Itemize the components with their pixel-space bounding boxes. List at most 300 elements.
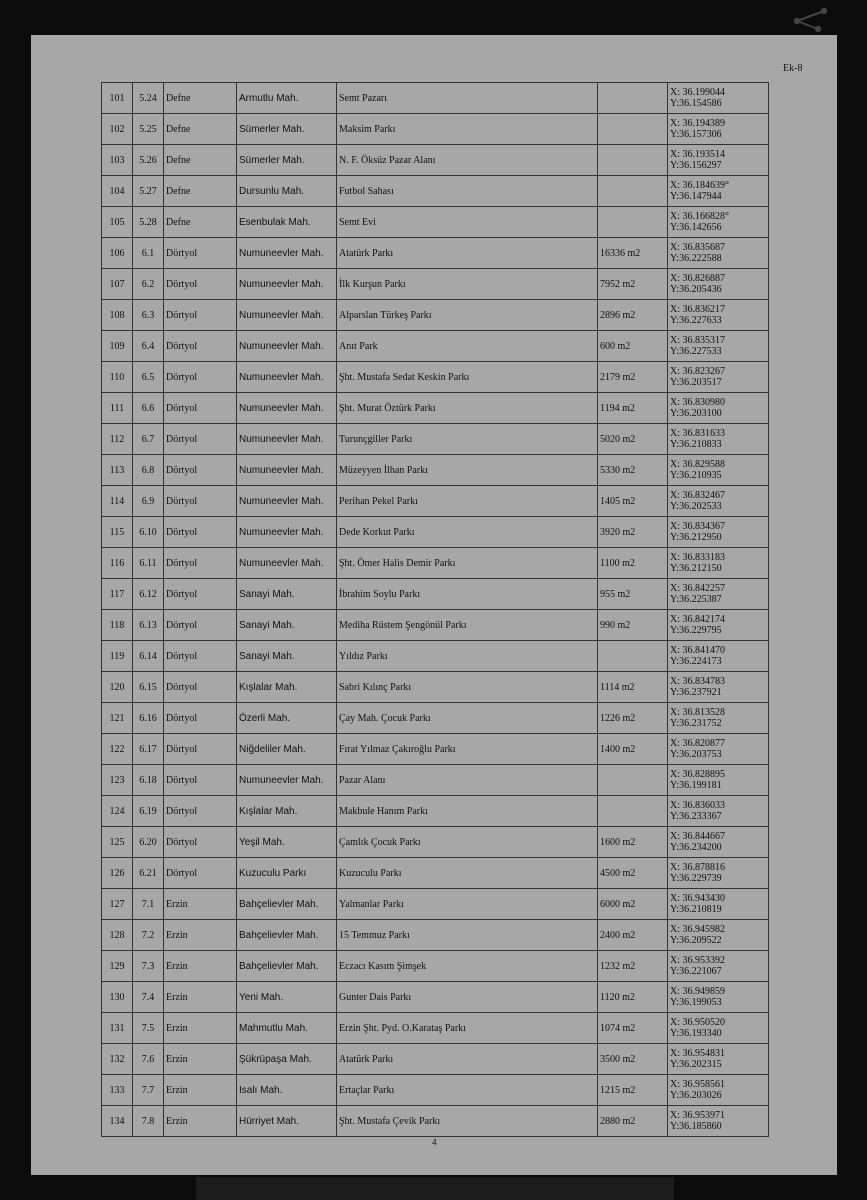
row-code: 5.26 [133, 145, 164, 176]
coordinate-cell [668, 548, 769, 579]
place-cell: Fırat Yılmaz Çakıroğlu Parkı [337, 734, 598, 765]
row-code: 6.16 [133, 703, 164, 734]
page-number: 4 [432, 1137, 437, 1147]
coordinate-cell [668, 1013, 769, 1044]
row-number: 112 [102, 424, 133, 455]
district-cell: Dörtyol [164, 331, 237, 362]
coordinate-y: Y:36.199181 [670, 780, 722, 791]
row-code: 6.20 [133, 827, 164, 858]
area-cell: 2896 m2 [598, 300, 668, 331]
area-cell [598, 114, 668, 145]
place-cell: Perihan Pekel Parkı [337, 486, 598, 517]
table-row [102, 393, 769, 424]
district-cell: Dörtyol [164, 424, 237, 455]
coordinate-cell [668, 269, 769, 300]
area-cell: 1215 m2 [598, 1075, 668, 1106]
row-code: 6.10 [133, 517, 164, 548]
table-row [102, 641, 769, 672]
row-code: 6.18 [133, 765, 164, 796]
coordinate-cell [668, 734, 769, 765]
row-code: 6.2 [133, 269, 164, 300]
coordinate-x: X: 36.813528 [670, 707, 725, 718]
mahalle-cell: Yeşil Mah. [237, 827, 337, 858]
row-number: 109 [102, 331, 133, 362]
coordinate-x: X: 36.193514 [670, 149, 725, 160]
table-row [102, 145, 769, 176]
coordinate-y: Y:36.212150 [670, 563, 722, 574]
coordinate-y: Y:36.185860 [670, 1121, 722, 1132]
row-number: 118 [102, 610, 133, 641]
district-cell: Dörtyol [164, 548, 237, 579]
row-number: 114 [102, 486, 133, 517]
coordinate-cell [668, 238, 769, 269]
district-cell: Dörtyol [164, 300, 237, 331]
coordinate-x: X: 36.826887 [670, 273, 725, 284]
mahalle-cell: Şükrüpaşa Mah. [237, 1044, 337, 1075]
coordinate-x: X: 36.829588 [670, 459, 725, 470]
area-cell: 1600 m2 [598, 827, 668, 858]
table-row [102, 424, 769, 455]
district-cell: Dörtyol [164, 269, 237, 300]
place-cell: Makbule Hanım Parkı [337, 796, 598, 827]
mahalle-cell: Sanayi Mah. [237, 579, 337, 610]
district-cell: Dörtyol [164, 641, 237, 672]
row-code: 6.7 [133, 424, 164, 455]
table-row [102, 269, 769, 300]
area-cell: 3920 m2 [598, 517, 668, 548]
mahalle-cell: Esenbulak Mah. [237, 207, 337, 238]
place-cell: N. F. Öksüz Pazar Alanı [337, 145, 598, 176]
area-cell: 2179 m2 [598, 362, 668, 393]
table-row [102, 1013, 769, 1044]
document-page [31, 35, 837, 1175]
coordinate-x: X: 36.945982 [670, 924, 725, 935]
place-cell: Yıldız Parkı [337, 641, 598, 672]
area-cell: 1194 m2 [598, 393, 668, 424]
row-code: 6.5 [133, 362, 164, 393]
district-cell: Erzin [164, 1106, 237, 1137]
district-cell: Erzin [164, 1075, 237, 1106]
coordinate-x: X: 36.844667 [670, 831, 725, 842]
mahalle-cell: Kışlalar Mah. [237, 672, 337, 703]
district-cell: Erzin [164, 982, 237, 1013]
row-number: 106 [102, 238, 133, 269]
table-row [102, 300, 769, 331]
coordinate-y: Y:36.202533 [670, 501, 722, 512]
mahalle-cell: Sümerler Mah. [237, 114, 337, 145]
place-cell: Yalmanlar Parkı [337, 889, 598, 920]
table-row [102, 765, 769, 796]
row-code: 6.6 [133, 393, 164, 424]
table-row [102, 517, 769, 548]
row-number: 105 [102, 207, 133, 238]
table-row [102, 920, 769, 951]
coordinate-y: Y:36.210935 [670, 470, 722, 481]
place-cell: 15 Temmuz Parkı [337, 920, 598, 951]
coordinate-y: Y:36.222588 [670, 253, 722, 264]
place-cell: Semt Evi [337, 207, 598, 238]
district-cell: Defne [164, 207, 237, 238]
mahalle-cell: Niğdeliler Mah. [237, 734, 337, 765]
coordinate-x: X: 36.954831 [670, 1048, 725, 1059]
coordinate-cell [668, 455, 769, 486]
area-cell: 7952 m2 [598, 269, 668, 300]
coordinate-y: Y:36.233367 [670, 811, 722, 822]
coordinate-y: Y:36.210819 [670, 904, 722, 915]
mahalle-cell: Numuneevler Mah. [237, 424, 337, 455]
district-cell: Dörtyol [164, 858, 237, 889]
table-row [102, 455, 769, 486]
row-code: 6.11 [133, 548, 164, 579]
row-code: 6.3 [133, 300, 164, 331]
coordinate-cell [668, 424, 769, 455]
coordinate-y: Y:36.147944 [670, 191, 722, 202]
coordinate-x: X: 36.841470 [670, 645, 725, 656]
table-row [102, 362, 769, 393]
area-cell: 5330 m2 [598, 455, 668, 486]
row-code: 7.7 [133, 1075, 164, 1106]
place-cell: Semt Pazarı [337, 83, 598, 114]
coordinate-x: X: 36.836217 [670, 304, 725, 315]
mahalle-cell: Numuneevler Mah. [237, 393, 337, 424]
coordinate-cell [668, 610, 769, 641]
district-cell: Dörtyol [164, 517, 237, 548]
table-row [102, 331, 769, 362]
coordinate-cell [668, 672, 769, 703]
coordinate-y: Y:36.202315 [670, 1059, 722, 1070]
row-number: 121 [102, 703, 133, 734]
area-cell: 6000 m2 [598, 889, 668, 920]
place-cell: Anıt Park [337, 331, 598, 362]
row-number: 129 [102, 951, 133, 982]
coordinate-x: X: 36.830980 [670, 397, 725, 408]
coordinate-cell [668, 362, 769, 393]
coordinate-cell [668, 765, 769, 796]
place-cell: Şht. Mustafa Sedat Keskin Parkı [337, 362, 598, 393]
row-number: 111 [102, 393, 133, 424]
coordinate-cell [668, 300, 769, 331]
mahalle-cell: Sanayi Mah. [237, 610, 337, 641]
district-cell: Erzin [164, 951, 237, 982]
place-cell: Atatürk Parkı [337, 1044, 598, 1075]
area-cell: 1114 m2 [598, 672, 668, 703]
place-cell: Şht. Ömer Halis Demir Parkı [337, 548, 598, 579]
mahalle-cell: Kuzuculu Parkı [237, 858, 337, 889]
place-cell: İbrahim Soylu Parkı [337, 579, 598, 610]
row-code: 7.6 [133, 1044, 164, 1075]
row-code: 6.19 [133, 796, 164, 827]
district-cell: Erzin [164, 1044, 237, 1075]
mahalle-cell: Numuneevler Mah. [237, 486, 337, 517]
row-code: 6.13 [133, 610, 164, 641]
district-cell: Dörtyol [164, 610, 237, 641]
area-cell [598, 83, 668, 114]
coordinate-cell [668, 858, 769, 889]
coordinate-x: X: 36.820877 [670, 738, 725, 749]
coordinate-y: Y:36.229739 [670, 873, 722, 884]
row-number: 132 [102, 1044, 133, 1075]
coordinate-x: X: 36.943430 [670, 893, 725, 904]
coordinate-x: X: 36.835317 [670, 335, 725, 346]
table-row [102, 951, 769, 982]
coordinate-cell [668, 796, 769, 827]
place-cell: Ertaçlar Parkı [337, 1075, 598, 1106]
table-row [102, 486, 769, 517]
table-row [102, 982, 769, 1013]
table-row [102, 238, 769, 269]
row-code: 6.21 [133, 858, 164, 889]
place-cell: Pazar Alanı [337, 765, 598, 796]
coordinate-x: X: 36.184639° [670, 180, 729, 191]
coordinate-y: Y:36.225387 [670, 594, 722, 605]
mahalle-cell: Numuneevler Mah. [237, 455, 337, 486]
coordinate-x: X: 36.835687 [670, 242, 725, 253]
row-number: 133 [102, 1075, 133, 1106]
district-cell: Dörtyol [164, 393, 237, 424]
row-number: 113 [102, 455, 133, 486]
table-row [102, 548, 769, 579]
table-row [102, 703, 769, 734]
district-cell: Dörtyol [164, 362, 237, 393]
row-number: 126 [102, 858, 133, 889]
place-cell: Turunçgiller Parkı [337, 424, 598, 455]
area-cell: 1074 m2 [598, 1013, 668, 1044]
row-code: 5.28 [133, 207, 164, 238]
row-number: 115 [102, 517, 133, 548]
row-number: 116 [102, 548, 133, 579]
row-code: 6.17 [133, 734, 164, 765]
row-code: 6.14 [133, 641, 164, 672]
place-cell: Eczacı Kasım Şimşek [337, 951, 598, 982]
coordinate-cell [668, 176, 769, 207]
row-code: 7.3 [133, 951, 164, 982]
row-number: 131 [102, 1013, 133, 1044]
place-cell: Atatürk Parkı [337, 238, 598, 269]
coordinate-cell [668, 145, 769, 176]
row-number: 102 [102, 114, 133, 145]
coordinate-x: X: 36.828895 [670, 769, 725, 780]
table-row [102, 827, 769, 858]
district-cell: Defne [164, 114, 237, 145]
area-cell: 990 m2 [598, 610, 668, 641]
mahalle-cell: Sümerler Mah. [237, 145, 337, 176]
coordinate-y: Y:36.203100 [670, 408, 722, 419]
area-cell: 1232 m2 [598, 951, 668, 982]
place-cell: Müzeyyen İlhan Parkı [337, 455, 598, 486]
district-cell: Erzin [164, 889, 237, 920]
table-row [102, 114, 769, 145]
mahalle-cell: Numuneevler Mah. [237, 331, 337, 362]
row-code: 6.1 [133, 238, 164, 269]
row-number: 130 [102, 982, 133, 1013]
place-cell: Mediha Rüstem Şengönül Parkı [337, 610, 598, 641]
district-cell: Dörtyol [164, 238, 237, 269]
table-row [102, 889, 769, 920]
mahalle-cell: Numuneevler Mah. [237, 300, 337, 331]
mahalle-cell: Yeni Mah. [237, 982, 337, 1013]
coordinate-cell [668, 207, 769, 238]
district-cell: Dörtyol [164, 579, 237, 610]
row-number: 123 [102, 765, 133, 796]
row-code: 7.8 [133, 1106, 164, 1137]
table-row [102, 176, 769, 207]
row-code: 7.4 [133, 982, 164, 1013]
place-cell: Alparslan Türkeş Parkı [337, 300, 598, 331]
district-cell: Erzin [164, 1013, 237, 1044]
row-code: 5.25 [133, 114, 164, 145]
area-cell: 2880 m2 [598, 1106, 668, 1137]
coordinate-y: Y:36.203753 [670, 749, 722, 760]
area-cell: 16336 m2 [598, 238, 668, 269]
district-cell: Defne [164, 145, 237, 176]
row-number: 110 [102, 362, 133, 393]
coordinate-y: Y:36.157306 [670, 129, 722, 140]
coordinate-x: X: 36.953392 [670, 955, 725, 966]
coordinate-cell [668, 1044, 769, 1075]
parks-table [101, 82, 769, 1137]
area-cell: 4500 m2 [598, 858, 668, 889]
mahalle-cell: Numuneevler Mah. [237, 765, 337, 796]
mahalle-cell: Numuneevler Mah. [237, 269, 337, 300]
table-row [102, 207, 769, 238]
table-row [102, 1106, 769, 1137]
area-cell: 1100 m2 [598, 548, 668, 579]
coordinate-y: Y:36.193340 [670, 1028, 722, 1039]
place-cell: Şht. Murat Öztürk Parkı [337, 393, 598, 424]
row-number: 108 [102, 300, 133, 331]
coordinate-cell [668, 1106, 769, 1137]
coordinate-x: X: 36.831633 [670, 428, 725, 439]
mahalle-cell: Numuneevler Mah. [237, 548, 337, 579]
coordinate-y: Y:36.229795 [670, 625, 722, 636]
place-cell: İlk Kurşun Parkı [337, 269, 598, 300]
coordinate-y: Y:36.210833 [670, 439, 722, 450]
mahalle-cell: Bahçelievler Mah. [237, 951, 337, 982]
table-row [102, 579, 769, 610]
coordinate-x: X: 36.836033 [670, 800, 725, 811]
area-cell: 3500 m2 [598, 1044, 668, 1075]
area-cell [598, 207, 668, 238]
row-number: 104 [102, 176, 133, 207]
coordinate-cell [668, 486, 769, 517]
area-cell: 1405 m2 [598, 486, 668, 517]
row-number: 101 [102, 83, 133, 114]
row-number: 125 [102, 827, 133, 858]
table-row [102, 734, 769, 765]
mahalle-cell: Numuneevler Mah. [237, 238, 337, 269]
coordinate-x: X: 36.842257 [670, 583, 725, 594]
table-row [102, 83, 769, 114]
row-code: 7.5 [133, 1013, 164, 1044]
district-cell: Dörtyol [164, 672, 237, 703]
coordinate-cell [668, 827, 769, 858]
row-code: 6.8 [133, 455, 164, 486]
coordinate-cell [668, 579, 769, 610]
coordinate-cell [668, 703, 769, 734]
row-code: 6.12 [133, 579, 164, 610]
coordinate-y: Y:36.205436 [670, 284, 722, 295]
coordinate-y: Y:36.221067 [670, 966, 722, 977]
row-code: 5.27 [133, 176, 164, 207]
coordinate-x: X: 36.958561 [670, 1079, 725, 1090]
coordinate-y: Y:36.224173 [670, 656, 722, 667]
area-cell: 5020 m2 [598, 424, 668, 455]
row-number: 119 [102, 641, 133, 672]
table-row [102, 1075, 769, 1106]
coordinate-cell [668, 982, 769, 1013]
place-cell: Sabri Kılınç Parkı [337, 672, 598, 703]
coordinate-cell [668, 517, 769, 548]
district-cell: Dörtyol [164, 796, 237, 827]
area-cell: 2400 m2 [598, 920, 668, 951]
coordinate-y: Y:36.237921 [670, 687, 722, 698]
place-cell: Kuzuculu Parkı [337, 858, 598, 889]
district-cell: Dörtyol [164, 486, 237, 517]
bottom-toolbar [196, 1177, 674, 1200]
area-cell [598, 641, 668, 672]
row-code: 7.2 [133, 920, 164, 951]
mahalle-cell: Hürriyet Mah. [237, 1106, 337, 1137]
coordinate-x: X: 36.953971 [670, 1110, 725, 1121]
coordinate-cell [668, 114, 769, 145]
row-number: 117 [102, 579, 133, 610]
row-number: 120 [102, 672, 133, 703]
coordinate-x: X: 36.950520 [670, 1017, 725, 1028]
district-cell: Defne [164, 83, 237, 114]
coordinate-y: Y:36.199053 [670, 997, 722, 1008]
area-cell [598, 796, 668, 827]
table-row [102, 610, 769, 641]
coordinate-cell [668, 920, 769, 951]
annex-label: Ek-8 [783, 63, 803, 74]
share-icon[interactable] [792, 6, 828, 32]
area-cell: 1120 m2 [598, 982, 668, 1013]
table-row [102, 1044, 769, 1075]
mahalle-cell: Kışlalar Mah. [237, 796, 337, 827]
row-code: 7.1 [133, 889, 164, 920]
coordinate-cell [668, 393, 769, 424]
district-cell: Erzin [164, 920, 237, 951]
area-cell: 1400 m2 [598, 734, 668, 765]
area-cell [598, 765, 668, 796]
coordinate-x: X: 36.194389 [670, 118, 725, 129]
coordinate-y: Y:36.227533 [670, 346, 722, 357]
table-row [102, 796, 769, 827]
coordinate-x: X: 36.833183 [670, 552, 725, 563]
coordinate-y: Y:36.231752 [670, 718, 722, 729]
area-cell: 955 m2 [598, 579, 668, 610]
coordinate-y: Y:36.154586 [670, 98, 722, 109]
coordinate-cell [668, 331, 769, 362]
area-cell: 600 m2 [598, 331, 668, 362]
coordinate-y: Y:36.203517 [670, 377, 722, 388]
row-code: 6.4 [133, 331, 164, 362]
mahalle-cell: Bahçelievler Mah. [237, 889, 337, 920]
coordinate-cell [668, 889, 769, 920]
row-number: 107 [102, 269, 133, 300]
place-cell: Şht. Mustafa Çevik Parkı [337, 1106, 598, 1137]
district-cell: Dörtyol [164, 455, 237, 486]
mahalle-cell: Sanayi Mah. [237, 641, 337, 672]
place-cell: Dede Korkut Parkı [337, 517, 598, 548]
mahalle-cell: Özerli Mah. [237, 703, 337, 734]
table-row [102, 672, 769, 703]
row-code: 6.15 [133, 672, 164, 703]
mahalle-cell: Mahmutlu Mah. [237, 1013, 337, 1044]
row-number: 124 [102, 796, 133, 827]
mahalle-cell: Bahçelievler Mah. [237, 920, 337, 951]
place-cell: Futbol Sahası [337, 176, 598, 207]
